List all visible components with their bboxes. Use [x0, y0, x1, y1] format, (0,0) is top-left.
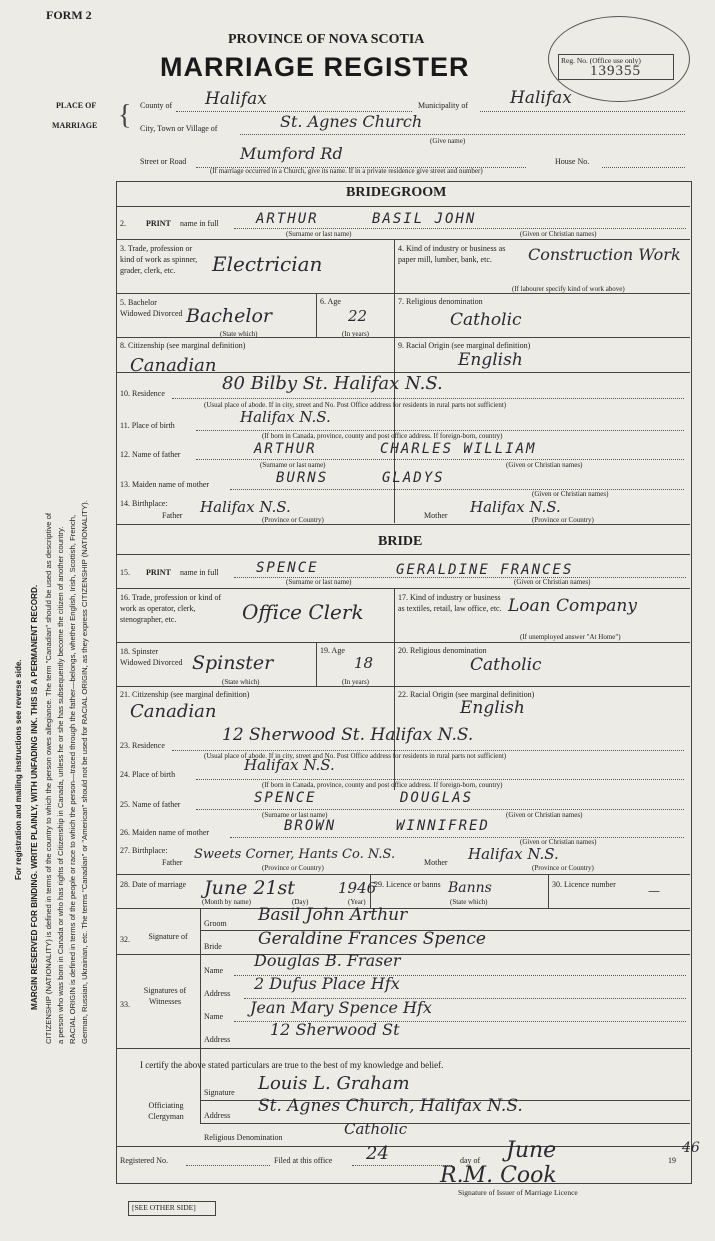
clergy-denom-label: Religious Denomination — [204, 1133, 283, 1142]
margin-text-2: MARGIN RESERVED FOR BINDING. WRITE PLAINLY, WITH UNFADING INK. THIS IS A PERMANENT RECORD. — [30, 584, 39, 1010]
city-label: City, Town or Village of — [140, 124, 218, 133]
street-label: Street or Road — [140, 157, 187, 166]
bride-prov-note-1: (Province or Country) — [262, 864, 324, 872]
bride-prov-note-2: (Province or Country) — [532, 864, 594, 872]
f17-note: (If unemployed answer "At Home") — [520, 633, 621, 641]
f24-label: 24. Place of birth — [120, 770, 176, 779]
filed-year: 46 — [682, 1140, 700, 1156]
groom-res-note: (Usual place of abode. If in city, street and No. Post Office address for residents in rural parts not sufficient) — [204, 401, 507, 409]
bride-status: Spinster — [192, 652, 274, 674]
w1-address-label: Address — [204, 989, 231, 998]
w2-address-label: Address — [204, 1035, 231, 1044]
groom-prov-note-1: (Province or Country) — [262, 516, 324, 524]
day-note: (Day) — [292, 898, 309, 906]
groom-surname: ARTHUR — [256, 211, 319, 227]
f19-label: 19. Age — [320, 646, 345, 655]
groom-given: BASIL JOHN — [372, 211, 477, 227]
f33-label: 33. — [120, 1000, 130, 1009]
reg-no-label: Reg. No. (Office use only) — [561, 56, 641, 65]
f16-label: 16. Trade, profession or kind of work as operator, clerk, stenographer, etc. — [120, 593, 222, 624]
groom-given-note: (Given or Christian names) — [520, 230, 597, 238]
form-label: FORM 2 — [46, 8, 92, 22]
licence-state-which: (State which) — [450, 898, 488, 906]
groom-status: Bachelor — [186, 305, 273, 327]
margin-text-5: RACIAL ORIGIN is defined in terms of the people or race to which the person—traced through the father—belongs, whether English, Irish, Scottish, French, — [68, 514, 77, 1044]
groom-prov-note-2: (Province or Country) — [532, 516, 594, 524]
municipality-value: Halifax — [510, 88, 572, 108]
house-label: House No. — [555, 157, 590, 166]
groom-citizenship: Canadian — [130, 355, 217, 376]
licence-value: Banns — [448, 880, 492, 896]
place-label-2: MARRIAGE — [52, 121, 98, 130]
f14-mother-label: Mother — [424, 511, 448, 520]
place-brace: { — [118, 100, 132, 131]
groom-mother-given-note: (Given or Christian names) — [532, 490, 609, 498]
f11-label: 11. Place of birth — [120, 421, 175, 430]
bridegroom-heading: BRIDEGROOM — [346, 185, 447, 200]
bride-in-years: (In years) — [342, 678, 370, 686]
groom-mother-given: GLADYS — [382, 470, 445, 486]
groom-religion: Catholic — [450, 310, 522, 330]
bride-trade: Office Clerk — [242, 600, 364, 624]
form-frame — [116, 181, 692, 1184]
f6-label: 6. Age — [320, 297, 341, 306]
f15-print: PRINT — [146, 568, 171, 577]
f28-label: 28. Date of marriage — [120, 880, 187, 889]
day-of-label: day of — [460, 1156, 481, 1165]
reg-no-value: 139355 — [590, 63, 641, 79]
see-other-side: [SEE OTHER SIDE] — [132, 1203, 196, 1212]
w2-name-label: Name — [204, 1012, 224, 1021]
f15-label: name in full — [180, 568, 219, 577]
groom-in-years: (In years) — [342, 330, 370, 338]
groom-signature: Basil John Arthur — [258, 905, 408, 925]
filed-label: Filed at this office — [274, 1156, 333, 1165]
bride-mother-birthplace: Halifax N.S. — [468, 845, 559, 863]
f2-num: 2. — [120, 219, 126, 228]
f3-label: 3. Trade, profession or kind of work as spinner, grader, clerk, etc. — [120, 244, 198, 275]
bride-father-given: DOUGLAS — [400, 790, 474, 806]
registered-no-label: Registered No. — [120, 1156, 168, 1165]
municipality-label: Municipality of — [418, 101, 468, 110]
f5-label: 5. Bachelor Widowed Divorced — [120, 298, 183, 318]
bride-religion: Catholic — [470, 655, 542, 675]
bride-surname: SPENCE — [256, 560, 319, 576]
groom-birth: Halifax N.S. — [240, 408, 331, 426]
f9-label: 9. Racial Origin (see marginal definition) — [398, 341, 531, 350]
licence-number: — — [648, 884, 660, 898]
witness1-address: 2 Dufus Place Hfx — [254, 974, 400, 993]
margin-text-4: a person who was born in Canada or who has rights of Citizenship in Canada, unless he or she has subsequently become the citizen of another country. — [56, 526, 65, 1044]
margin-text-1: For registration and mailing instructions see reverse side. — [14, 659, 23, 880]
witness1-name: Douglas B. Fraser — [254, 951, 401, 970]
groom-mother-birthplace: Halifax N.S. — [470, 498, 561, 516]
bride-name-note: (Surname or last name) — [286, 578, 352, 586]
f14-label: 14. Birthplace: — [120, 499, 168, 508]
f13-label: 13. Maiden name of mother — [120, 480, 210, 489]
bride-sig-label: Bride — [204, 942, 222, 951]
bride-state-which: (State which) — [222, 678, 260, 686]
f29-label: 29. Licence or banns — [374, 880, 441, 889]
year-note: (Year) — [348, 898, 366, 906]
bride-racial: English — [460, 698, 525, 718]
province-heading: PROVINCE OF NOVA SCOTIA — [228, 32, 425, 47]
place-label-1: PLACE OF — [56, 101, 97, 110]
f32-label: 32. — [120, 935, 130, 944]
bride-father-given-note: (Given or Christian names) — [506, 811, 583, 819]
clergy-address: St. Agnes Church, Halifax N.S. — [258, 1096, 523, 1116]
groom-birth-note: (If born in Canada, province, county and post office address. If foreign-born, country) — [262, 432, 503, 440]
groom-sig-label: Groom — [204, 919, 227, 928]
f8-label: 8. Citizenship (see marginal definition) — [120, 341, 246, 350]
issuer-signature: R.M. Cook — [440, 1163, 557, 1188]
bride-citizenship: Canadian — [130, 701, 217, 722]
groom-trade: Electrician — [212, 252, 323, 276]
county-value: Halifax — [205, 89, 267, 109]
groom-age: 22 — [348, 307, 368, 325]
margin-text-6: German, Russian, Ukrainian, etc. The terms "Canadian" or "American" should not be used for RACIAL ORIGIN, as they express CITIZENSHIP (NATIONALITY). — [80, 500, 89, 1044]
groom-mother-surname: BURNS — [276, 470, 329, 486]
w1-name-label: Name — [204, 966, 224, 975]
bride-mother-given-note: (Given or Christian names) — [520, 838, 597, 846]
clergy-addr-label: Address — [204, 1111, 231, 1120]
f4-label: 4. Kind of industry or business as paper mill, lumber, bank, etc. — [398, 244, 506, 264]
filed-month: June — [506, 1138, 557, 1163]
f25-label: 25. Name of father — [120, 800, 181, 809]
groom-father-name-note: (Surname or last name) — [260, 461, 326, 469]
marriage-year: 1946 — [338, 879, 377, 897]
f21-label: 21. Citizenship (see marginal definition) — [120, 690, 250, 699]
f15-num: 15. — [120, 568, 130, 577]
groom-name-note: (Surname or last name) — [286, 230, 352, 238]
bride-industry: Loan Company — [508, 596, 637, 616]
bride-birth-note: (If born in Canada, province, county and post office address. If foreign-born, country) — [262, 781, 503, 789]
bride-father-name-note: (Surname or last name) — [262, 811, 328, 819]
f17-label: 17. Kind of industry or business as textiles, retail, law office, etc. — [398, 593, 502, 613]
bride-res-note: (Usual place of abode. If in city, street and No. Post Office address for residents in rural parts not sufficient) — [204, 752, 507, 760]
groom-father-surname: ARTHUR — [254, 441, 317, 457]
bride-age: 18 — [354, 654, 374, 672]
bride-mother-surname: BROWN — [284, 818, 337, 834]
clergy-sig-label: Signature — [204, 1088, 235, 1097]
issuer-label: Signature of Issuer of Marriage Licence — [458, 1188, 578, 1197]
f30-label: 30. Licence number — [552, 880, 616, 889]
groom-residence: 80 Bilby St. Halifax N.S. — [222, 373, 443, 394]
give-name-note: (Give name) — [430, 137, 466, 145]
month-note: (Month by name) — [202, 898, 251, 906]
bride-heading: BRIDE — [378, 534, 423, 549]
groom-father-given-note: (Given or Christian names) — [506, 461, 583, 469]
f2-label: name in full — [180, 219, 219, 228]
groom-father-birthplace: Halifax N.S. — [200, 498, 291, 516]
witness2-name: Jean Mary Spence Hfx — [250, 998, 432, 1017]
f27-mother-label: Mother — [424, 858, 448, 867]
f12-label: 12. Name of father — [120, 450, 181, 459]
year-prefix: 19 — [668, 1156, 676, 1165]
f2-print: PRINT — [146, 219, 171, 228]
f14-father-label: Father — [162, 511, 183, 520]
bride-residence: 12 Sherwood St. Halifax N.S. — [222, 725, 474, 745]
groom-racial: English — [458, 350, 523, 370]
f27-father-label: Father — [162, 858, 183, 867]
filed-day: 24 — [366, 1143, 389, 1164]
f10-label: 10. Residence — [120, 389, 165, 398]
bride-father-birthplace: Sweets Corner, Hants Co. N.S. — [194, 847, 396, 862]
clergy-signature: Louis L. Graham — [258, 1073, 410, 1094]
f26-label: 26. Maiden name of mother — [120, 828, 210, 837]
witness2-address: 12 Sherwood St — [270, 1020, 400, 1039]
place-note: (If marriage occurred in a Church, give its name. If in a private residence give street and number) — [210, 167, 483, 175]
page-title: MARRIAGE REGISTER — [160, 52, 470, 82]
bride-given: GERALDINE FRANCES — [396, 562, 574, 578]
margin-text-3: CITIZENSHIP (NATIONALITY) is defined in terms of the country to which the person owes allegiance. The term "Canadian" should be used as descriptive of — [44, 512, 53, 1044]
marriage-month-day: June 21st — [204, 877, 295, 899]
f18-label: 18. Spinster Widowed Divorced — [120, 647, 183, 667]
clergy-label: Officiating Clergyman — [148, 1101, 184, 1121]
bride-father-surname: SPENCE — [254, 790, 317, 806]
f4-note: (If labourer specify kind of work above) — [512, 285, 625, 293]
f23-label: 23. Residence — [120, 741, 165, 750]
groom-father-given: CHARLES WILLIAM — [380, 441, 537, 457]
bride-given-note: (Given or Christian names) — [514, 578, 591, 586]
groom-industry: Construction Work — [528, 245, 681, 264]
groom-state-which: (State which) — [220, 330, 258, 338]
clergy-denomination: Catholic — [344, 1120, 408, 1138]
f32-signature-of: Signature of — [148, 932, 188, 941]
city-value: St. Agnes Church — [280, 112, 423, 131]
county-label: County of — [140, 101, 173, 110]
bride-mother-given: WINNIFRED — [396, 818, 490, 834]
witness-label: Signatures of Witnesses — [143, 986, 187, 1006]
f7-label: 7. Religious denomination — [398, 297, 483, 306]
f20-label: 20. Religious denomination — [398, 646, 487, 655]
certify-text: I certify the above stated particulars are true to the best of my knowledge and belief. — [140, 1060, 444, 1070]
street-value: Mumford Rd — [240, 144, 343, 163]
f22-label: 22. Racial Origin (see marginal definition) — [398, 690, 535, 699]
bride-birth: Halifax N.S. — [244, 756, 335, 774]
bride-signature: Geraldine Frances Spence — [258, 929, 486, 949]
f27-label: 27. Birthplace: — [120, 846, 168, 855]
